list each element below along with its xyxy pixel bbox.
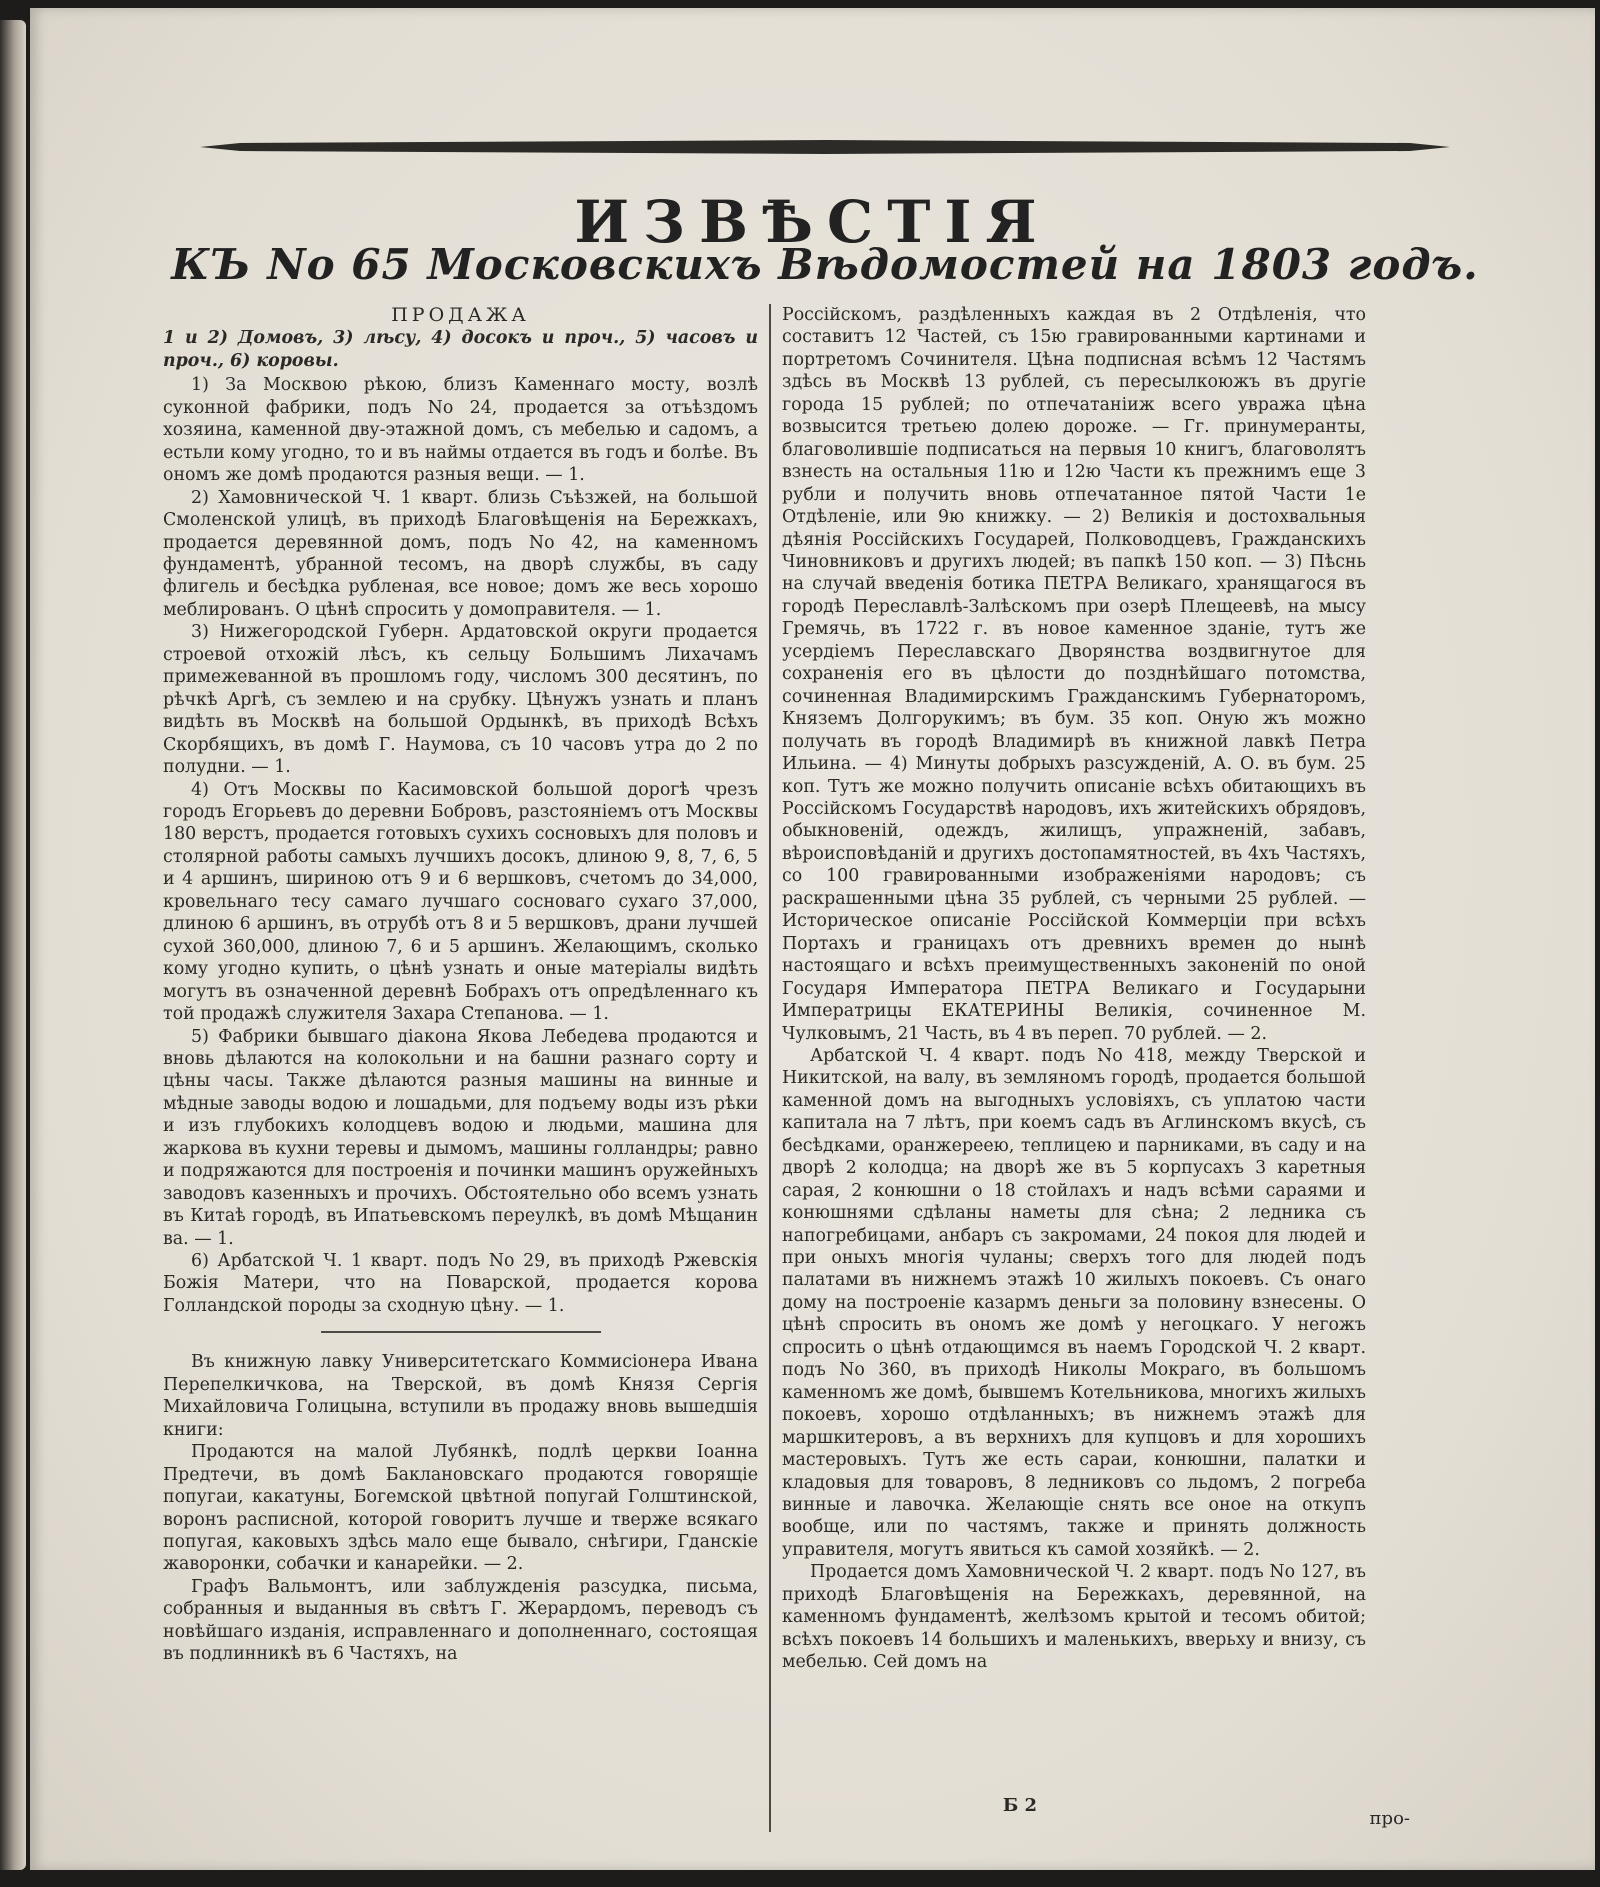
page-subtitle: КЪ No 65 Московскихъ Вѣдомостей на 1803 годъ. [171, 240, 1479, 289]
notice-paragraph: 1) За Москвою рѣкою, близъ Каменнаго мосту, возлѣ суконной фабрики, подъ No 24, продается за отъѣздомъ хозяина, каменной дву-этажной домъ, съ мебелью и садомъ, а естьли кому угодно, то и въ наймы отдается въ годъ и болѣе. Въ ономъ же домѣ продаются разныя вещи. — 1. [163, 375, 758, 486]
column-divider [769, 304, 771, 1832]
bookshop-paragraph: Въ книжную лавку Университетскаго Коммисіонера Ивана Перепелкичкова, на Тверской, въ домѣ Князя Сергія Михайловича Голицына, вступили въ продажу вновь вышедшія книги: [163, 1352, 758, 1440]
notice-paragraph: Россійскомъ, раздѣленныхъ каждая въ 2 Отдѣленія, что составитъ 12 Частей, съ 15ю гравированными картинами и портретомъ Сочинителя. Цѣна подписная всѣмъ 12 Частямъ здѣсь въ Москвѣ 13 рублей, съ пересылкоюжъ въ другіе города 15 рублей; по отпечатаніиж всего увража цѣна возвысится третьею долею дороже. — Гг. принумеранты, благоволившіе подписаться на первыя 10 книгъ, благоволятъ взнесть на остальныя 11ю и 12ю Части къ прежнимъ еще 3 рубли и получить вновь отпечатанное пятой Части 1е Отдѣленіе, или 9ю книжку. — 2) Великія и достохвальныя дѣянія Россійскихъ Государей, Полководцевъ, Гражданскихъ Чиновниковъ и другихъ людей; въ папкѣ 150 коп. — 3) Пѣснь на случай введенія ботика ПЕТРА Великаго, хранящагося въ городѣ Переславлѣ-Залѣскомъ при озерѣ Плещеевѣ, на мысу Гремячь, въ 1722 г. въ новое каменное зданіе, тутъ же усердіемъ Переславскаго Дворянства воздвигнутое для сохраненія его въ цѣлости до позднѣйшаго потомства, сочиненная Владимирскимъ Гражданскимъ Губернаторомъ, Княземъ Долгорукимъ; въ бум. 35 коп. Оную жъ можно получать въ городѣ Владимирѣ въ книжной лавкѣ Петра Ильина. — 4) Минуты добрыхъ разсужденій, А. О. въ бум. 25 коп. Тутъ же можно получить описаніе всѣхъ обитающихъ въ Россійскомъ Государствѣ народовъ, ихъ житейскихъ обрядовъ, обыкновеній, одеждъ, жилищъ, упражненій, забавъ, вѣроисповѣданій и другихъ достопамятностей, въ 4хъ Частяхъ, со 100 гравированными изображеніями народовъ; съ раскрашенными цѣна 35 рублей, съ черными 25 рублей. — Историческое описаніе Россійской Коммерціи при всѣхъ Портахъ и границахъ отъ древнихъ времен до нынѣ настоящаго и всѣхъ преимущественныхъ законеній по оной Государя Императора ПЕТРА Великаго и Государыни Императрицы ЕКАТЕРИНЫ Великія, сочиненное М. Чулковымъ, 21 Часть, въ 4 въ переп. 70 рублей. — 2. [782, 305, 1366, 1044]
section-subheading: 1 и 2) Домовъ, 3) лѣсу, 4) досокъ и проч., 5) часовъ и проч., 6) коровы. [163, 328, 758, 371]
notice-paragraph: 5) Фабрики бывшаго діакона Якова Лебедева продаются и вновь дѣлаются на колокольни и на башни разнаго сорту и цѣны часы. Также дѣлаются разныя машины на винные и мѣдные заводы водою и лошадьми, для подъему воды изъ рѣки и изъ глубокихъ колодцевъ водою и людьми, машина для жаркова въ кухни теревы и дымомъ, машины голландры; равно и подряжаются для построенія и починки машинъ оружейныхъ заводовъ казенныхъ и прочихъ. Обстоятельно обо всемъ узнать въ Китаѣ городѣ, въ Ипатьевскомъ переулкѣ, въ домѣ Мѣщанин ва. — 1. [163, 1026, 758, 1249]
bookshop-paragraph: Графъ Вальмонтъ, или заблужденія разсудка, письма, собранныя и выданныя въ свѣтъ Г. Жерардомъ, переводъ съ новѣйшаго изданія, исправленнаго и дополненнаго, состоящая въ подлинникѣ въ 6 Частяхъ, на [163, 1576, 758, 1665]
previous-page-edge [0, 20, 26, 1870]
page-title: ИЗВѢСТІЯ [574, 188, 1051, 256]
signature-mark: Б 2 [1002, 1795, 1038, 1816]
notice-paragraph: 6) Арбатской Ч. 1 кварт. подъ No 29, въ приходѣ Ржевскія Божія Матери, что на Поварской, продается корова Голландской породы за сходную цѣну. — 1. [163, 1251, 758, 1316]
notice-paragraph: Арбатской Ч. 4 кварт. подъ No 418, между Тверской и Никитской, на валу, въ земляномъ городѣ, продается большой каменной домъ на выгодныхъ условіяхъ, съ уплатою части капитала на 7 лѣтъ, при коемъ садъ въ Аглинскомъ вкусѣ, съ бесѣдками, оранжереею, теплицею и парниками, въ саду и на дворѣ 2 колодца; на дворѣ же въ 5 корпусахъ 3 каретныя сарая, 2 конюшни о 18 стойлахъ и надъ всѣми сараями и конюшнями сдѣланы наметы для сѣна; 2 ледника съ напогребицами, анбаръ съ закромами, 24 покоя для людей и при оныхъ многія чуланы; сверхъ того для людей подъ палатами въ нижнемъ этажѣ 10 жилыхъ покоевъ. Съ онаго дому на построеніе казармъ деньги за половину взнесены. О цѣнѣ спросить въ ономъ же домѣ у негоцкаго. У негожъ спросить о цѣнѣ отдающимся въ наемъ Городской Ч. 2 кварт. подъ No 360, въ приходѣ Николы Мокраго, въ большомъ каменномъ же домѣ, бывшемъ Котельникова, многихъ жилыхъ покоевъ, хорошо отдѣланныхъ; въ нижнемъ этажѣ для маршкитеровъ, а въ верхнихъ для купцовъ и для хорошихъ мастеровыхъ. Тутъ же есть сараи, конюшни, палатки и кладовыя для товаровъ, 8 ледниковъ со льдомъ, 2 погреба винные и лавочка. Желающіе снять все оное на откупъ вообще, или по частямъ, также и принять должность управителя, могутъ явиться къ самой хозяйкѣ. — 2. [782, 1045, 1366, 1560]
left-column [163, 304, 758, 1666]
right-column [782, 304, 1366, 1674]
catchword: про- [1369, 1808, 1410, 1829]
decorative-header-rule [200, 140, 1450, 154]
section-divider [321, 1331, 601, 1333]
section-heading-sale: ПРОДАЖА [391, 304, 530, 326]
notice-paragraph: Продается домъ Хамовнической Ч. 2 кварт. подъ No 127, въ приходѣ Благовѣщенія на Бережкахъ, деревянной, на каменномъ фундаментѣ, желѣзомъ крытой и тесомъ обитой; всѣхъ покоевъ 14 большихъ и маленькихъ, вверьху и внизу, съ мебелью. Сей домъ на [782, 1562, 1366, 1673]
bookshop-paragraph: Продаются на малой Лубянкѣ, подлѣ церкви Іоанна Предтечи, въ домѣ Баклановскаго продаются говорящіе попугаи, какатуны, Богемской цвѣтной попугай Голштинской, воронъ расписной, которой говоритъ лучше и тверже всякаго попугая, каковыхъ здѣсь мало еще бывало, снѣгири, Гданскіе жаворонки, собачки и канарейки. — 2. [163, 1442, 758, 1575]
notice-paragraph: 3) Нижегородской Губерн. Ардатовской округи продается строевой отхожій лѣсъ, къ сельцу Большимъ Лихачамъ примежеванной въ прошломъ году, числомъ 300 десятинъ, по рѣчкѣ Аргѣ, съ землею и на срубку. Цѣнужъ узнать и планъ видѣть въ Москвѣ на большой Ордынкѣ, въ приходѣ Всѣхъ Скорбящихъ, въ домѣ Г. Наумова, съ 10 часовъ утра до 2 по полудни. — 1. [163, 622, 758, 778]
notice-paragraph: 2) Хамовнической Ч. 1 кварт. близь Съѣзжей, на большой Смоленской улицѣ, въ приходѣ Благовѣщенія на Бережкахъ, продается деревянной домъ, подъ No 42, на каменномъ фундаментѣ, убранной тесомъ, на дворѣ службы, въ саду флигель и бесѣдка рубленая, все новое; домъ же весь хорошо меблированъ. О цѣнѣ спросить у домоправителя. — 1. [163, 487, 758, 620]
newspaper-page [30, 8, 1595, 1870]
notice-paragraph: 4) Отъ Москвы по Касимовской большой дорогѣ чрезъ городъ Егорьевъ до деревни Бобровъ, разстояніемъ отъ Москвы 180 верстъ, продается готовыхъ сухихъ сосновыхъ для половъ и столярной работы самыхъ лучшихъ досокъ, длиною 9, 8, 7, 6, 5 и 4 аршинъ, шириною отъ 9 и 6 вершковъ, счетомъ до 34,000, кровельнаго тесу самаго лучшаго сосноваго сухаго 37,000, длиною 6 аршинъ, въ отрубѣ отъ 8 и 5 вершковъ, драни лучшей сухой 360,000, длиною 7, 6 и 5 аршинъ. Желающимъ, сколько кому угодно купить, о цѣнѣ узнать и оные матеріалы видѣть могутъ въ означенной деревнѣ Бобрахъ отъ опредѣленнаго къ той продажѣ служителя Захара Степанова. — 1. [163, 779, 758, 1025]
